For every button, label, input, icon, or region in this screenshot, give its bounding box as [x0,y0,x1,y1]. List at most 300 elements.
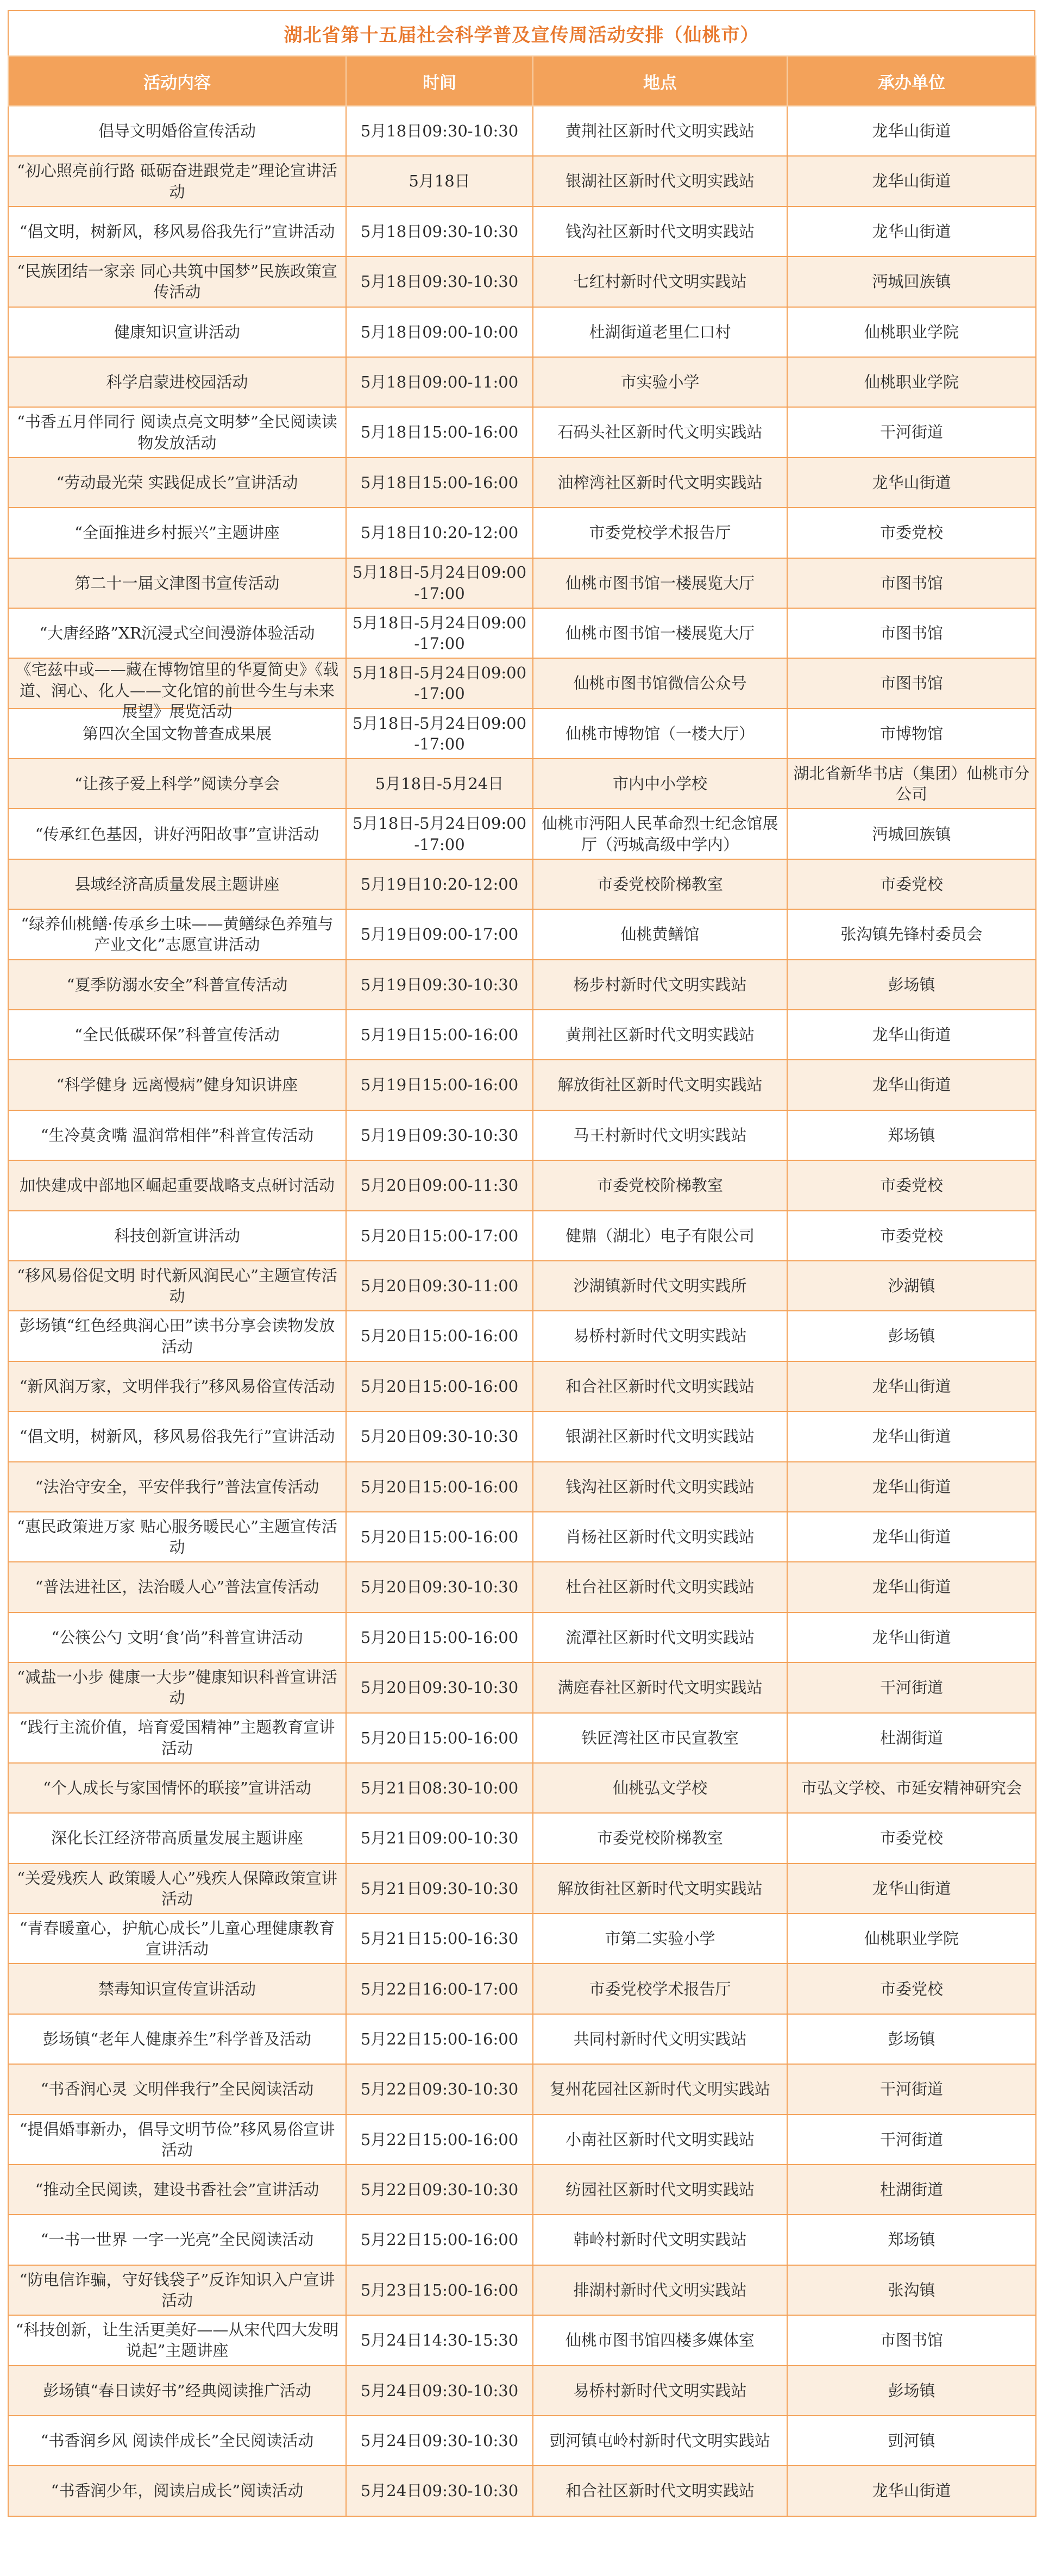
location-text: 银湖社区新时代文明实践站 [565,1427,755,1446]
table-row [8,1864,1036,1914]
location-text: 流潭社区新时代文明实践站 [565,1628,755,1647]
activity-text: 彭场镇“老年人健康养生”科学普及活动 [43,2029,311,2048]
time-cell [346,1813,533,1863]
time-text: 5月21日15:00-16:30 [360,1929,519,1948]
time-text: 5月19日09:30-10:30 [360,975,519,994]
organizer-cell [787,1261,1036,1311]
location-text: 仙桃弘文学校 [612,1778,707,1797]
activity-text: “夏季防溺水安全”科普宣传活动 [66,975,288,994]
activity-cell [8,1713,346,1763]
activity-text: “践行主流价值，培育爱国精神”主题教育宣讲活动 [19,1718,335,1758]
organizer-text: 龙华山街道 [872,1076,951,1095]
organizer-text: 市弘文学校、市延安精神研究会 [801,1778,1022,1797]
location-cell [533,106,787,156]
time-text: 5月22日15:00-16:00 [360,2130,519,2149]
time-text: 5月18日-5月24日09:00-17:00 [352,714,527,753]
organizer-cell [787,1713,1036,1763]
location-text: 仙桃市博物馆（一楼大厅） [565,724,755,743]
activity-cell [8,558,346,608]
table-row [8,909,1036,959]
activity-cell [8,2366,346,2416]
table-body [8,106,1036,2516]
activity-text: “移风易俗促文明 时代新风润民心”主题宣传活动 [17,1266,337,1306]
location-text: 仙桃市沔阳人民革命烈士纪念馆展厅（沔城高级中学内） [542,814,778,854]
organizer-cell [787,156,1036,206]
table-row [8,1512,1036,1562]
location-text: 共同村新时代文明实践站 [573,2029,747,2048]
location-cell [533,1662,787,1712]
organizer-cell [787,759,1036,809]
location-cell [533,1361,787,1411]
organizer-cell [787,1562,1036,1612]
location-cell [533,1512,787,1562]
location-cell [533,307,787,357]
activity-text: “倡文明，树新风，移风易俗我先行”宣讲活动 [19,222,335,241]
activity-cell [8,2416,346,2466]
activity-text: “书香润少年，阅读启成长”阅读活动 [51,2481,304,2500]
location-text: 铁匠湾社区市民宣教室 [581,1728,739,1747]
organizer-text: 市图书馆 [879,623,943,642]
activity-text: “绿养仙桃鳝·传承乡土味——黄鳝绿色养殖与产业文化”志愿宣讲活动 [21,915,334,954]
table-row [8,1562,1036,1612]
location-cell [533,960,787,1010]
activity-cell [8,1060,346,1110]
activity-cell [8,1010,346,1060]
location-text: 健鼎（湖北）电子有限公司 [565,1226,755,1245]
activity-cell [8,458,346,508]
location-cell [533,1110,787,1160]
location-cell [533,859,787,909]
table-row [8,2215,1036,2265]
time-text: 5月22日09:30-10:30 [360,2180,519,2199]
time-text: 5月18日-5月24日09:00-17:00 [352,664,527,703]
activity-text: “个人成长与家国情怀的联接”宣讲活动 [43,1778,311,1797]
time-text: 5月20日09:30-10:30 [360,1578,519,1597]
activity-text: “防电信诈骗，守好钱袋子”反诈知识入户宣讲活动 [19,2270,335,2310]
organizer-text: 龙华山街道 [872,473,951,492]
location-cell [533,1964,787,2014]
organizer-text: 龙华山街道 [872,1477,951,1496]
location-text: 仙桃市图书馆四楼多媒体室 [565,2331,755,2350]
location-text: 黄荆社区新时代文明实践站 [565,122,755,141]
time-cell [346,458,533,508]
location-text: 仙桃市图书馆一楼展览大厅 [565,623,755,642]
organizer-text: 市图书馆 [879,573,943,592]
time-cell [346,1662,533,1712]
activity-text: 深化长江经济带高质量发展主题讲座 [51,1829,303,1848]
activity-cell [8,1411,346,1461]
activity-cell [8,1914,346,1964]
location-text: 油榨湾社区新时代文明实践站 [557,473,763,492]
activity-cell [8,859,346,909]
location-text: 纺园社区新时代文明实践站 [565,2180,755,2199]
time-text: 5月20日15:00-16:00 [360,1477,519,1496]
organizer-text: 彭场镇 [888,2381,935,2400]
table-row [8,2115,1036,2165]
organizer-text: 龙华山街道 [872,1578,951,1597]
location-cell [533,2366,787,2416]
activity-text: “减盐一小步 健康一大步”健康知识科普宣讲活动 [17,1668,337,1708]
location-text: 市第二实验小学 [605,1929,715,1948]
activity-cell [8,909,346,959]
header-row [8,56,1036,106]
page-title: 湖北省第十五届社会科学普及宣传周活动安排（仙桃市） [284,24,759,46]
location-cell [533,558,787,608]
time-text: 5月22日09:30-10:30 [360,2080,519,2099]
table-row [8,1964,1036,2014]
activity-text: 第四次全国文物普查成果展 [82,724,272,743]
time-text: 5月18日-5月24日09:00-17:00 [352,563,527,603]
time-text: 5月19日15:00-16:00 [360,1026,519,1045]
activity-cell [8,2315,346,2365]
activity-text: “关爱残疾人 政策暖人心”残疾人保障政策宣讲活动 [17,1868,337,1908]
location-cell [533,1612,787,1662]
location-cell [533,1763,787,1813]
time-text: 5月20日09:00-11:30 [360,1176,519,1195]
organizer-cell [787,2315,1036,2365]
location-text: 钱沟社区新时代文明实践站 [565,222,755,241]
organizer-text: 仙桃职业学院 [864,322,959,341]
location-text: 市委党校阶梯教室 [596,1176,723,1195]
organizer-cell [787,2215,1036,2265]
time-text: 5月20日15:00-17:00 [360,1226,519,1245]
time-text: 5月18日-5月24日09:00-17:00 [352,613,527,653]
time-cell [346,2265,533,2315]
location-cell [533,2165,787,2215]
organizer-text: 干河街道 [879,2130,943,2149]
time-text: 5月23日15:00-16:00 [360,2280,519,2299]
location-cell [533,1813,787,1863]
organizer-text: 市图书馆 [879,674,943,693]
organizer-text: 干河街道 [879,423,943,442]
activity-text: 科学启蒙进校园活动 [106,373,248,392]
table-row [8,2265,1036,2315]
table-row [8,1763,1036,1813]
time-text: 5月19日10:20-12:00 [360,874,519,893]
time-cell [346,1311,533,1361]
organizer-text: 干河街道 [879,1678,943,1697]
activity-cell [8,1211,346,1261]
location-cell [533,1010,787,1060]
time-cell [346,2165,533,2215]
location-cell [533,1311,787,1361]
table-row [8,207,1036,257]
time-text: 5月20日15:00-16:00 [360,1528,519,1546]
location-cell [533,508,787,558]
activity-text: “大唐经路”XR沉浸式空间漫游体验活动 [39,623,315,642]
location-text: 钱沟社区新时代文明实践站 [565,1477,755,1496]
time-cell [346,1512,533,1562]
location-text: 满庭春社区新时代文明实践站 [557,1678,763,1697]
time-cell [346,106,533,156]
organizer-text: 龙华山街道 [872,122,951,141]
location-text: 杜台社区新时代文明实践站 [565,1578,755,1597]
organizer-text: 市委党校 [879,874,943,893]
organizer-cell [787,1662,1036,1712]
location-cell [533,156,787,206]
location-cell [533,1562,787,1612]
activity-cell [8,1763,346,1813]
activity-text: “公筷公勺 文明‘食’尚”科普宣讲活动 [51,1628,303,1647]
organizer-text: 市委党校 [879,1829,943,1848]
location-text: 肖杨社区新时代文明实践站 [565,1528,755,1546]
activity-text: 第二十一届文津图书宣传活动 [74,573,280,592]
table-row [8,1813,1036,1863]
activity-text: 加快建成中部地区崛起重要战略支点研讨活动 [19,1176,335,1195]
location-text: 市委党校阶梯教室 [596,874,723,893]
time-cell [346,1261,533,1311]
table-row [8,1612,1036,1662]
table-row [8,1713,1036,1763]
table-row [8,809,1036,859]
location-cell [533,407,787,457]
organizer-cell [787,508,1036,558]
organizer-cell [787,1010,1036,1060]
location-cell [533,2215,787,2265]
organizer-cell [787,608,1036,658]
table-row [8,658,1036,708]
location-text: 七红村新时代文明实践站 [573,272,747,291]
organizer-cell [787,2466,1036,2516]
location-cell [533,1462,787,1512]
activity-cell [8,1864,346,1914]
organizer-cell [787,1311,1036,1361]
time-cell [346,2366,533,2416]
table-row [8,759,1036,809]
organizer-cell [787,2165,1036,2215]
table-row [8,1462,1036,1512]
activity-cell [8,1612,346,1662]
table-row [8,558,1036,608]
activity-cell [8,1964,346,2014]
time-text: 5月18日09:00-11:00 [360,373,519,392]
time-cell [346,1462,533,1512]
time-text: 5月18日15:00-16:00 [360,473,519,492]
time-text: 5月19日09:00-17:00 [360,925,519,944]
time-cell [346,508,533,558]
time-cell [346,709,533,759]
activity-text: “全面推进乡村振兴”主题讲座 [74,523,280,542]
time-cell [346,809,533,859]
time-cell [346,1562,533,1612]
location-text: 解放街社区新时代文明实践站 [557,1879,763,1898]
time-cell [346,1160,533,1210]
organizer-text: 郑场镇 [888,2230,935,2249]
table-row [8,2315,1036,2365]
location-cell [533,2466,787,2516]
activity-cell [8,1110,346,1160]
organizer-text: 杜湖街道 [879,1728,943,1747]
organizer-cell [787,2014,1036,2064]
activity-text: “民族团结一家亲 同心共筑中国梦”民族政策宣传活动 [17,262,337,302]
time-cell [346,156,533,206]
location-cell [533,2064,787,2114]
time-text: 5月18日 [409,172,470,191]
time-cell [346,2416,533,2466]
organizer-cell [787,1361,1036,1411]
activity-text: “科技创新，让生活更美好——从宋代四大发明说起”主题讲座 [15,2321,339,2360]
time-text: 5月20日09:30-11:00 [360,1277,519,1296]
activity-text: 县域经济高质量发展主题讲座 [74,874,280,893]
organizer-text: 龙华山街道 [872,1879,951,1898]
time-cell [346,1713,533,1763]
time-text: 5月21日08:30-10:00 [360,1778,519,1797]
activity-cell [8,2115,346,2165]
organizer-text: 龙华山街道 [872,1026,951,1045]
activity-text: 健康知识宣讲活动 [114,322,240,341]
activity-cell [8,1361,346,1411]
organizer-cell [787,558,1036,608]
table-row [8,2416,1036,2466]
organizer-cell [787,1612,1036,1662]
activity-text: “传承红色基因，讲好沔阳故事”宣讲活动 [35,824,319,843]
time-text: 5月19日15:00-16:00 [360,1076,519,1095]
location-text: 仙桃黄鳝馆 [620,925,700,944]
time-text: 5月20日15:00-16:00 [360,1377,519,1396]
activity-text: “书香润心灵 文明伴我行”全民阅读活动 [40,2080,314,2099]
time-cell [346,307,533,357]
activity-text: “普法进社区，法治暖人心”普法宣传活动 [35,1578,319,1597]
time-cell [346,1110,533,1160]
organizer-cell [787,106,1036,156]
activity-cell [8,759,346,809]
location-cell [533,909,787,959]
time-text: 5月18日09:30-10:30 [360,272,519,291]
time-cell [346,2466,533,2516]
location-text: 小南社区新时代文明实践站 [565,2130,755,2149]
activity-text: “青春暖童心，护航心成长”儿童心理健康教育宣讲活动 [19,1918,335,1959]
organizer-text: 龙华山街道 [872,172,951,191]
activity-text: “惠民政策进万家 贴心服务暖民心”主题宣传活动 [17,1517,337,1557]
column-header-organizer: 承办单位 [787,56,1036,106]
time-text: 5月20日15:00-16:00 [360,1628,519,1647]
activity-text: “劳动最光荣 实践促成长”宣讲活动 [56,473,298,492]
table-row [8,357,1036,407]
location-text: 复州花园社区新时代文明实践站 [549,2080,770,2099]
activity-text: “初心照亮前行路 砥砺奋进跟党走”理论宣讲活动 [17,161,337,201]
location-text: 市委党校学术报告厅 [589,523,731,542]
activity-text: “书香五月伴同行 阅读点亮文明梦”全民阅读读物发放活动 [17,412,337,452]
organizer-text: 干河街道 [879,2080,943,2099]
activity-text: 科技创新宣讲活动 [114,1226,240,1245]
organizer-cell [787,257,1036,307]
organizer-cell [787,2366,1036,2416]
activity-cell [8,2165,346,2215]
activity-cell [8,357,346,407]
time-text: 5月18日-5月24日09:00-17:00 [352,814,527,854]
organizer-text: 剅河镇 [888,2431,935,2450]
organizer-cell [787,1964,1036,2014]
organizer-cell [787,2115,1036,2165]
location-cell [533,1713,787,1763]
time-cell [346,2064,533,2114]
table-row [8,257,1036,307]
time-text: 5月24日09:30-10:30 [360,2381,519,2400]
time-text: 5月18日09:30-10:30 [360,122,519,141]
table-row [8,2014,1036,2064]
location-cell [533,658,787,708]
organizer-text: 龙华山街道 [872,1377,951,1396]
location-text: 市委党校阶梯教室 [596,1829,723,1848]
time-cell [346,1361,533,1411]
table-row [8,1110,1036,1160]
location-text: 黄荆社区新时代文明实践站 [565,1026,755,1045]
location-cell [533,1211,787,1261]
location-text: 韩岭村新时代文明实践站 [573,2230,747,2249]
location-text: 石码头社区新时代文明实践站 [557,423,763,442]
location-text: 排湖村新时代文明实践站 [573,2280,747,2299]
table-header [8,56,1036,106]
location-cell [533,2115,787,2165]
location-text: 杨步村新时代文明实践站 [573,975,747,994]
activity-cell [8,1261,346,1311]
organizer-text: 沔城回族镇 [872,824,951,843]
organizer-text: 彭场镇 [888,975,935,994]
time-cell [346,658,533,708]
time-text: 5月24日09:30-10:30 [360,2431,519,2450]
organizer-cell [787,658,1036,708]
location-cell [533,1411,787,1461]
time-text: 5月21日09:30-10:30 [360,1879,519,1898]
table-row [8,106,1036,156]
table-row [8,508,1036,558]
location-text: 杜湖街道老里仁口村 [589,322,731,341]
organizer-text: 彭场镇 [888,2029,935,2048]
activity-cell [8,2014,346,2064]
time-cell [346,960,533,1010]
organizer-cell [787,960,1036,1010]
activity-cell [8,1311,346,1361]
location-text: 和合社区新时代文明实践站 [565,1377,755,1396]
location-cell [533,1060,787,1110]
organizer-cell [787,1864,1036,1914]
table-row [8,307,1036,357]
time-cell [346,2215,533,2265]
time-text: 5月18日-5月24日 [375,774,504,793]
activity-cell [8,809,346,859]
activity-text: 彭场镇“春日读好书”经典阅读推广活动 [43,2381,311,2400]
activity-cell [8,307,346,357]
location-cell [533,759,787,809]
organizer-text: 郑场镇 [888,1126,935,1145]
table-row [8,1060,1036,1110]
table-row [8,1662,1036,1712]
organizer-text: 龙华山街道 [872,1427,951,1446]
table-row [8,156,1036,206]
activity-text: 倡导文明婚俗宣传活动 [98,122,256,141]
activity-cell [8,2466,346,2516]
table-row [8,1311,1036,1361]
location-cell [533,2014,787,2064]
table-row [8,1160,1036,1210]
time-cell [346,2014,533,2064]
organizer-cell [787,1512,1036,1562]
organizer-text: 龙华山街道 [872,1528,951,1546]
time-text: 5月18日15:00-16:00 [360,423,519,442]
location-text: 银湖社区新时代文明实践站 [565,172,755,191]
time-text: 5月20日09:30-10:30 [360,1427,519,1446]
organizer-cell [787,1813,1036,1863]
table-row [8,407,1036,457]
activity-text: “提倡婚事新办，倡导文明节俭”移风易俗宣讲活动 [19,2119,335,2159]
time-text: 5月20日15:00-16:00 [360,1327,519,1346]
organizer-text: 市图书馆 [879,2331,943,2350]
activity-cell [8,1462,346,1512]
organizer-cell [787,357,1036,407]
organizer-text: 龙华山街道 [872,1628,951,1647]
location-text: 仙桃市图书馆微信公众号 [573,674,747,693]
activity-text: “新风润万家，文明伴我行”移风易俗宣传活动 [19,1377,335,1396]
